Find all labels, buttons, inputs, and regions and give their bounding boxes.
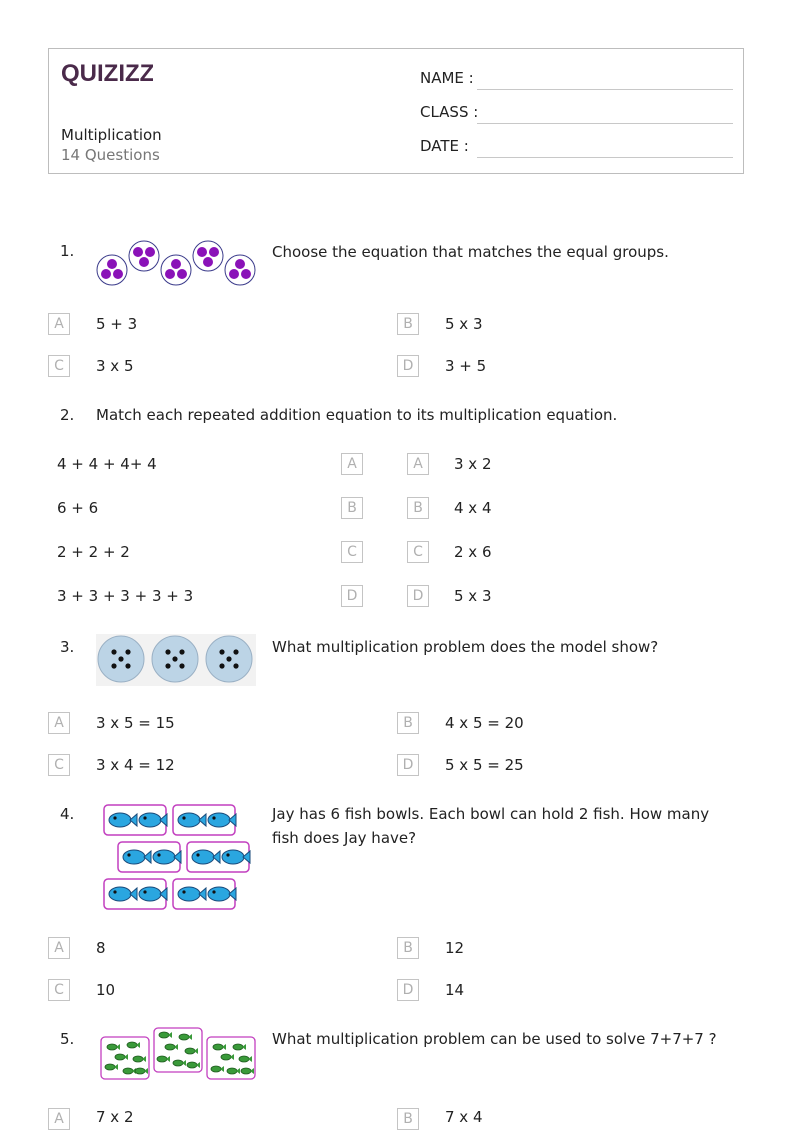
name-label: NAME : (420, 69, 474, 87)
question-number: 5. (60, 1030, 75, 1048)
question-text: Jay has 6 fish bowls. Each bowl can hold 2 fish. How many fish does Jay have? (272, 805, 710, 847)
match-right-item: 4 x 4 (454, 499, 492, 517)
fish-bowls-image (100, 802, 252, 916)
option-box[interactable]: C (48, 355, 70, 377)
option-text: 5 x 5 = 25 (445, 756, 524, 774)
option-text: 7 x 2 (96, 1108, 134, 1126)
option-box[interactable]: A (48, 937, 70, 959)
match-right-item: 2 x 6 (454, 543, 492, 561)
question-text: Match each repeated addition equation to its multiplication equation. (96, 406, 618, 424)
match-answer-box[interactable]: D (341, 585, 363, 607)
logo-text: QUIZIZZ (61, 60, 153, 87)
match-left-item: 6 + 6 (57, 499, 99, 517)
date-label: DATE : (420, 137, 469, 155)
class-label: CLASS : (420, 103, 479, 121)
option-text: 10 (96, 981, 116, 999)
option-box[interactable]: A (48, 712, 70, 734)
match-right-letter: D (407, 585, 429, 607)
question-number: 3. (60, 638, 75, 656)
option-text: 14 (445, 981, 465, 999)
option-text: 3 + 5 (445, 357, 487, 375)
class-line[interactable] (477, 123, 733, 124)
option-text: 3 x 5 (96, 357, 134, 375)
option-box[interactable]: D (397, 355, 419, 377)
match-left-item: 3 + 3 + 3 + 3 + 3 (57, 587, 194, 605)
green-fish-groups-image (98, 1025, 258, 1087)
match-answer-box[interactable]: C (341, 541, 363, 563)
match-answer-box[interactable]: A (341, 453, 363, 475)
option-box[interactable]: C (48, 754, 70, 776)
option-box[interactable]: C (48, 979, 70, 1001)
equal-groups-image (96, 238, 256, 292)
match-right-item: 3 x 2 (454, 455, 492, 473)
match-answer-box[interactable]: B (341, 497, 363, 519)
option-box[interactable]: D (397, 754, 419, 776)
option-text: 7 x 4 (445, 1108, 483, 1126)
match-right-item: 5 x 3 (454, 587, 492, 605)
option-text: 4 x 5 = 20 (445, 714, 524, 732)
question-number: 1. (60, 242, 75, 260)
option-box[interactable]: B (397, 313, 419, 335)
dot-disc-model-image (96, 634, 256, 690)
question-text: What multiplication problem can be used to solve 7+7+7 ? (272, 1030, 717, 1048)
option-box[interactable]: B (397, 937, 419, 959)
question-number: 4. (60, 805, 75, 823)
option-box[interactable]: A (48, 1108, 70, 1130)
name-line[interactable] (477, 89, 733, 90)
match-right-letter: B (407, 497, 429, 519)
option-text: 5 + 3 (96, 315, 138, 333)
match-left-item: 4 + 4 + 4+ 4 (57, 455, 157, 473)
match-right-letter: A (407, 453, 429, 475)
option-text: 3 x 5 = 15 (96, 714, 175, 732)
match-right-letter: C (407, 541, 429, 563)
match-left-item: 2 + 2 + 2 (57, 543, 130, 561)
question-text: Choose the equation that matches the equal groups. (272, 243, 669, 261)
option-text: 3 x 4 = 12 (96, 756, 175, 774)
option-box[interactable]: B (397, 712, 419, 734)
question-text: What multiplication problem does the model show? (272, 638, 659, 656)
question-number: 2. (60, 406, 75, 424)
option-text: 8 (96, 939, 106, 957)
quizizz-logo (61, 59, 153, 91)
option-box[interactable]: B (397, 1108, 419, 1130)
worksheet-title: Multiplication (61, 126, 162, 144)
question-count: 14 Questions (61, 146, 160, 164)
option-text: 12 (445, 939, 465, 957)
option-box[interactable]: A (48, 313, 70, 335)
option-box[interactable]: D (397, 979, 419, 1001)
date-line[interactable] (477, 157, 733, 158)
option-text: 5 x 3 (445, 315, 483, 333)
worksheet-header (48, 48, 744, 174)
